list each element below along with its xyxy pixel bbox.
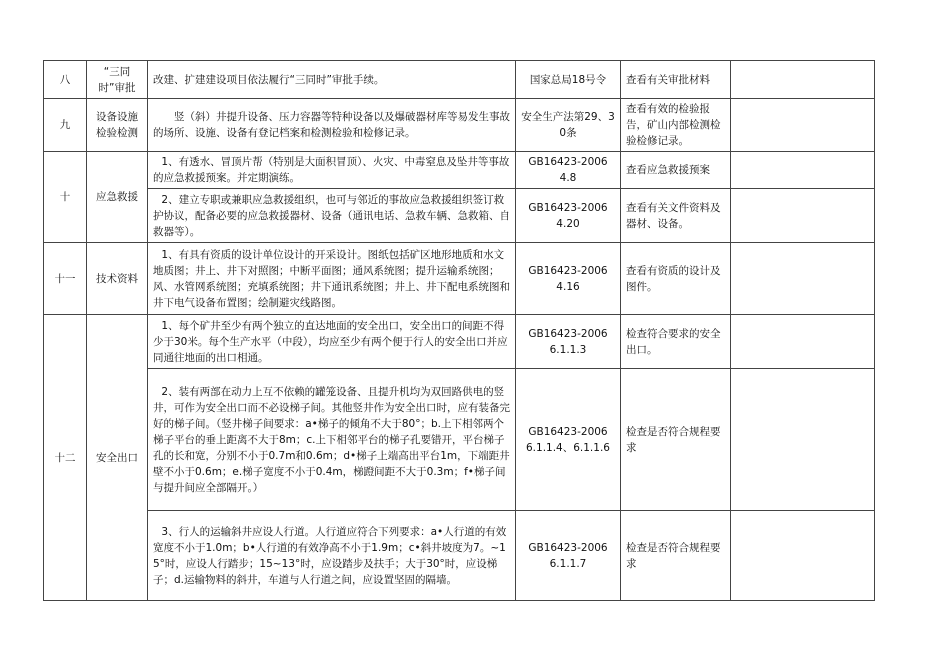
check-method: 查看有关审批材料 (621, 61, 731, 99)
check-content: 改建、扩建建设项目依法履行“三同时”审批手续。 (148, 61, 516, 99)
row-number: 十一 (44, 243, 87, 315)
check-basis: GB16423-2006 4.16 (516, 243, 621, 315)
check-content: 1、有具有资质的设计单位设计的开采设计。图纸包括矿区地形地质和水文地质图；井上、井下对照图；中断平面图；通风系统图；提升运输系统图；风、水管网系统图；充填系统图；井下通讯系统图；井上、井下配电系统图和井下电气设备布置图；绘制避灾线路图。 (148, 243, 516, 315)
row-number: 八 (44, 61, 87, 99)
result-cell (731, 61, 875, 99)
table-row (44, 315, 875, 369)
row-number: 十二 (44, 315, 87, 601)
table-row (44, 152, 875, 189)
check-method: 检查符合要求的安全出口。 (621, 315, 731, 369)
result-cell (731, 369, 875, 511)
table-row (44, 511, 875, 601)
check-content: 3、行人的运输斜井应设人行道。人行道应符合下列要求：a•人行道的有效宽度不小于1.0m；b•人行道的有效净高不小于1.9m；c•斜井坡度为7。~15°时，应设人行踏步；15~13°时，应设踏步及扶手；大于30°时，应设梯子；d.运输物料的斜井，车道与人行道之间，应设置坚固的隔墙。 (148, 511, 516, 601)
row-number: 十 (44, 152, 87, 243)
check-basis: GB16423-2006 6.1.1.7 (516, 511, 621, 601)
check-content: 竖（斜）井提升设备、压力容器等特种设备以及爆破器材库等易发生事故的场所、设施、设备有登记档案和检测检验和检修记录。 (148, 99, 516, 152)
check-method: 查看有关文件资料及器材、设备。 (621, 189, 731, 243)
check-method: 查看有效的检验报告，矿山内部检测检验检修记录。 (621, 99, 731, 152)
check-content: 2、建立专职或兼职应急救援组织，也可与邻近的事故应急救援组织签订救护协议，配备必要的应急救援器材、设备（通讯电话、急救车辆、急救箱、自救器等）。 (148, 189, 516, 243)
check-basis: GB16423-2006 4.8 (516, 152, 621, 189)
check-content: 1、有透水、冒顶片帮（特别是大面积冒顶）、火灾、中毒窒息及坠井等事故的应急救援预案。并定期演练。 (148, 152, 516, 189)
result-cell (731, 189, 875, 243)
check-method: 检查是否符合规程要求 (621, 511, 731, 601)
check-method: 查看应急救援预案 (621, 152, 731, 189)
table-row (44, 61, 875, 99)
table-row (44, 369, 875, 511)
check-basis: 国家总局18号令 (516, 61, 621, 99)
row-number: 九 (44, 99, 87, 152)
result-cell (731, 315, 875, 369)
result-cell (731, 243, 875, 315)
check-content: 1、每个矿井至少有两个独立的直达地面的安全出口，安全出口的间距不得少于30米。每个生产水平（中段），均应至少有两个便于行人的安全出口并应同通往地面的出口相通。 (148, 315, 516, 369)
check-item: 安全出口 (87, 315, 148, 601)
result-cell (731, 152, 875, 189)
inspection-table (43, 60, 875, 601)
check-item: 技术资料 (87, 243, 148, 315)
check-content: 2、装有两部在动力上互不依赖的罐笼设备、且提升机均为双回路供电的竖井，可作为安全出口而不必设梯子间。其他竖井作为安全出口时，应有装备完好的梯子间。（竖井梯子间要求：a•梯子的倾角不大于80°；b.上下相邻两个梯子平台的垂上距离不大于8m；c.上下相邻平台的梯子孔要错开，平台梯子孔的长和宽，分别不小于0.7m和0.6m；d•梯子上端高出平台1m，下端距井壁不小于0.6m；e.梯子宽度不小于0.4m，梯蹬间距不大于0.3m；f•梯子间与提升间应全部隔开。） (148, 369, 516, 511)
result-cell (731, 99, 875, 152)
check-basis: GB16423-2006 6.1.1.3 (516, 315, 621, 369)
table-row (44, 99, 875, 152)
check-basis: 安全生产法第29、30条 (516, 99, 621, 152)
table-row (44, 189, 875, 243)
table-row (44, 243, 875, 315)
result-cell (731, 511, 875, 601)
check-item: “三同时”审批 (87, 61, 148, 99)
check-item: 应急救援 (87, 152, 148, 243)
check-method: 检查是否符合规程要求 (621, 369, 731, 511)
check-basis: GB16423-2006 6.1.1.4、6.1.1.6 (516, 369, 621, 511)
check-basis: GB16423-2006 4.20 (516, 189, 621, 243)
check-item: 设备设施检验检测 (87, 99, 148, 152)
check-method: 查看有资质的设计及图件。 (621, 243, 731, 315)
